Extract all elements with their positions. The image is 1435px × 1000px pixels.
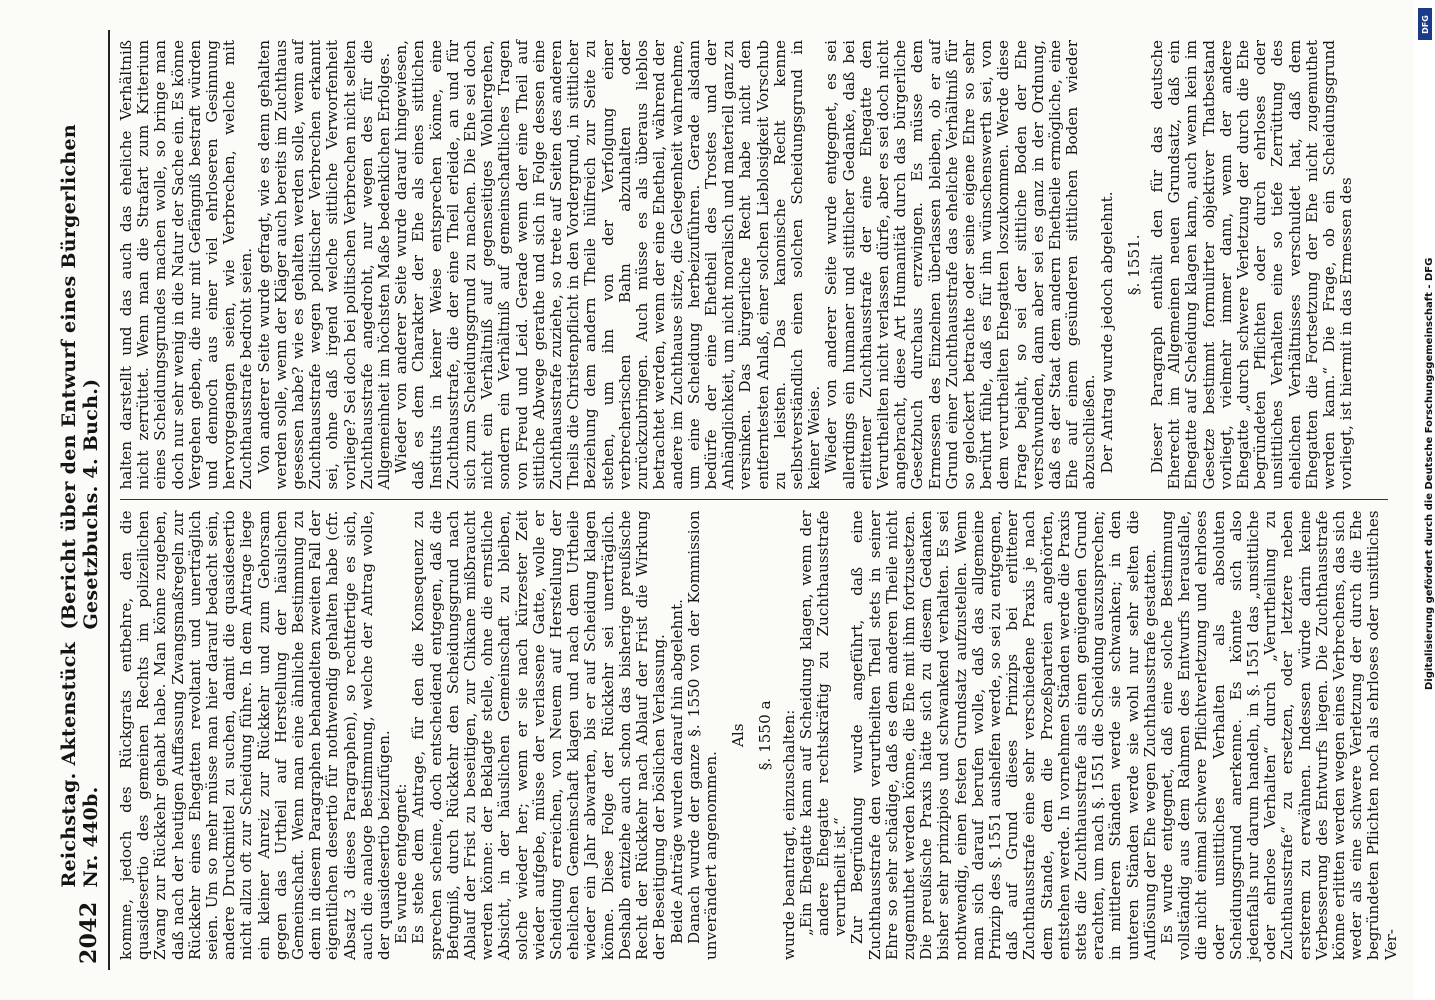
paragraph: Zur Begründung wurde angeführt, daß eine Zuchthausstrafe den verurtheilten Theil stets in seiner Ehre so sehr schädige, daß es dem anderen Theile nicht zugemuthet werden könne, die Ehe mit ihm fortzusetzen. Die preußische Praxis hätte sich zu diesem Gedanken bisher sehr prinzipios und schwankend verhalten. Es sei nothwendig, einen festen Grundsatz aufzustellen. Wenn man sich darauf berufen wolle, daß das allgemeine Prinzip des §. 1551 aushelfen werde, so sei zu entgegnen, daß auf Grund dieses Prinzips bei erlittener Zuchthausstrafe eine sehr verschiedene Praxis je nach dem Stande, dem die Prozeßparteien angehörten, entstehen werde. In vornehmen Ständen werde die Praxis stets die Zuchthausstrafe als einen genügenden Grund erachten, um nach §. 1551 die Scheidung auszusprechen; in mittleren Ständen werde sie schwanken; in den unteren Ständen werde sie wohl nur sehr selten die Auflösung der Ehe wegen Zuchthausstrafe gestatten. bbox=[848, 510, 1159, 960]
running-head-left bbox=[58, 630, 102, 964]
text-columns bbox=[117, 30, 1400, 970]
paragraph: Von anderer Seite wurde gefragt, wie es denn gehalten werden solle, wenn der Kläger auch bereits im Zuchthaus gesessen habe? wie es gehalten werden solle, wenn auf Zuchthausstrafe wegen politischer Verbrechen erkannt sei, ohne daß irgend welche sittliche Verworfenheit vorliege? Sei doch bei politischen Verbrechen nicht selten Zuchthausstrafe angedroht, nur wegen des für die Allgemeinheit im höchsten Maße bedenklichen Erfolges. bbox=[254, 40, 394, 490]
paragraph: Wieder von anderer Seite wurde darauf hingewiesen, daß es dem Charakter der Ehe als eines sittlichen Instituts in keiner Weise entsprechen könne, eine Zuchthausstrafe, die der eine Theil erleide, an und für sich zum Scheidungsgrund zu machen. Die Ehe sei doch nicht ein Verhältniß auf gegenseitiges Wohlergehen, sondern ein Verhältniß auf gemeinschaftliches Tragen von Freud und Leid. Gerade wenn der eine Theil auf sittliche Abwege gerathe und sich in Folge dessen eine Zuchthausstrafe zuziehe, so trete auf Seiten des anderen Theils die Christenpflicht in den Vordergrund, in sittlicher Beziehung dem andern Theile hülfreich zur Seite zu stehen, um ihn von der Verfolgung einer verbrecherischen Bahn abzuhalten oder zurückzubringen. Auch müsse es als überaus lieblos betrachtet werden, wenn der eine Ehetheil, während der andere im Zuchthause sitze, die Gelegenheit wahrnehme, um eine Scheidung herbeizuführen. Gerade alsdann bedürfe der eine Ehetheil des Trostes und der Anhänglichkeit, um nicht moralisch und materiell ganz zu versinken. Das bürgerliche Recht habe nicht den entferntesten Anlaß, einer solchen Lieblosigkeit Vorschub zu leisten. Das kanonische Recht kenne selbstverständlich einen solchen Scheidungsgrund in keiner Weise. bbox=[392, 40, 824, 490]
section-heading: §. 1551. bbox=[1124, 234, 1143, 296]
text-column-right bbox=[118, 30, 1390, 500]
dfg-logo bbox=[1418, 8, 1432, 40]
text-column-left bbox=[117, 501, 1400, 971]
paragraph: Wieder von anderer Seite wurde entgegnet, es sei allerdings ein humaner und sittlicher Gedanke, daß bei erlittener Zuchthausstrafe der eine Ehegatte den Verurtheilten nicht verlassen dürfe, aber es sei doch nicht angebracht, diese Art Humanität durch das bürgerliche Gesetzbuch durchaus erzwingen. Es müsse dem Ermessen des Einzelnen überlassen bleiben, ob er auf Grund einer Zuchthausstrafe das eheliche Verhältniß für so gelockert betrachte oder seine eigene Ehre so sehr berührt fühle, daß es für ihn wünschenswerth sei, von dem verurtheilten Ehegatten loszukommen. Werde diese Frage bejaht, so sei der sittliche Boden der Ehe verschwunden, dann aber sei es ganz in der Ordnung, daß es der Staat dem andern Ehetheile ermögliche, eine Ehe auf einem gesünderen sittlichen Boden wieder abzuschließen. bbox=[822, 40, 1099, 490]
paragraph: komme, jedoch des Rückgrats entbehre, den die quasidesertio des gemeinen Rechts im polizeilichen Zwang zur Rückkehr gehabt habe. Man könne zugeben, daß nach der heutigen Auffassung Zwangsmaßregeln zur Rückkehr eines Ehegatten revoltant und unerträglich seien. Um so mehr müsse man hier darauf bedacht sein, andere Druckmittel zu suchen, damit die quasidesertio nicht allzu oft zur Scheidung führe. In dem Antrage liege ein kleiner Anreiz zur Rückkehr und zum Gehorsam gegen das Urtheil auf Herstellung der häuslichen Gemeinschaft. Wenn man eine ähnliche Bestimmung zu dem in diesem Paragraphen behandelten zweiten Fall der eigentlichen desertio für nothwendig gehalten habe (cfr. Absatz 3 dieses Paragraphen), so rechtfertige es sich, auch die analoge Bestimmung, welche der Antrag wolle, der quasidesertio beizufügen. bbox=[117, 510, 394, 960]
paragraph: Danach wurde der ganze §. 1550 von der Kommission unverändert angenommen. bbox=[684, 510, 720, 960]
paragraph: wurde beantragt, einzuschalten: bbox=[779, 709, 798, 960]
paragraph: Dieser Paragraph enthält den für das deutsche Eherecht im Allgemeinen neuen Grundsatz, daß ein Ehegatte auf Scheidung klagen kann, auch wenn kein im Gesetze bestimmt formulirter objektiver Thatbestand vorliegt, vielmehr immer dann, wenn der andere Ehegatte „durch schwere Verletzung der durch die Ehe begründeten Pflichten oder durch ehrloses oder unsittliches Verhalten eine so tiefe Zerrüttung des ehelichen Verhältnisses verschuldet hat, daß dem Ehegatten die Fortsetzung der Ehe nicht zugemuthet werden kann.“ Die Frage, ob ein Scheidungsgrund vorliegt, ist hiermit in das Ermessen des bbox=[1147, 40, 1356, 490]
paragraph: Es stehe dem Antrage, für den die Konsequenz zu sprechen scheine, doch entscheidend entgegen, daß die Befugniß, durch Rückkehr den Scheidungsgrund nach Ablauf der Frist zu beseitigen, zur Chikane mißbraucht werden könne: der Beklagte stelle, ohne die ernstliche Absicht, in der häuslichen Gemeinschaft zu bleiben, solche wieder her; wenn er sie nach kürzester Zeit wieder aufgebe, müsse der verlassene Gatte, wolle er Scheidung erreichen, von Neuem auf Herstellung der ehelichen Gemeinschaft klagen und nach dem Urtheile wieder ein Jahr abwarten, bis er auf Scheidung klagen könne. Diese Folge der Rückkehr sei unerträglich. Deshalb entziehe auch schon das bisherige preußische Recht der Rückkehr nach Ablauf der Frist die Wirkung der Beseitigung der böslichen Verlassung. bbox=[409, 510, 669, 960]
dfg-logo-text: DFG bbox=[1420, 14, 1430, 34]
paragraph: Beide Anträge wurden darauf hin abgelehnt. bbox=[667, 598, 686, 944]
paragraph: halten darstellt und das auch das eheliche Verhältniß nicht zerrüttet. Wenn man die Strafart zum Kriterium eines Scheidungsgrundes machen wolle, so bringe man doch nur sehr wenig in die Natur der Sache ein. Es könne Vergehen geben, die nur mit Gefängniß bestraft würden und dennoch aus einer viel ehrloseren Gesinnung hervorgegangen seien, wie Verbrechen, welche mit Zuchthausstrafe bedroht seien. bbox=[117, 40, 256, 490]
document-title: Reichstag. Aktenstück Nr. 440b. bbox=[58, 641, 102, 888]
paragraph: Der Antrag wurde jedoch abgelehnt. bbox=[1097, 191, 1116, 474]
document-subtitle: (Bericht über den Entwurf eines Bürgerlichen Gesetzbuchs. 4. Buch.) bbox=[58, 124, 102, 630]
printed-sheet bbox=[50, 30, 1400, 970]
section-heading: Als bbox=[729, 723, 748, 748]
column-divider bbox=[120, 500, 1388, 501]
digitization-note: Digitalisierung gefördert durch die Deutsche Forschungsgemeinschaft - DFG bbox=[1424, 257, 1435, 690]
section-heading: §. 1550 a bbox=[756, 700, 775, 771]
running-head bbox=[50, 30, 110, 970]
paragraph: Es wurde entgegnet: bbox=[392, 783, 411, 944]
page-number: 2042 bbox=[76, 901, 102, 964]
paragraph: „Ein Ehegatte kann auf Scheidung klagen, wenn der andere Ehegatte rechtskräftig zu Zuchthausstrafe verurtheilt ist.“ bbox=[796, 510, 850, 936]
paragraph: Es wurde entgegnet, daß eine solche Bestimmung vollständig aus dem Rahmen des Entwurfs herausfalle, die nicht einmal schwere Pflichtverletzung und ehrloses oder unsittliches Verhalten als absoluten Scheidungsgrund anerkenne. Es könnte sich also jedenfalls nur darum handeln, in §. 1551 das „unsittliche oder ehrlose Verhalten“ durch „Verurtheilung zu Zuchthausstrafe“ zu ersetzen, oder letztere neben ersterem zu erwähnen. Indessen würde darin keine Verbesserung des Entwurfs liegen. Die Zuchthausstrafe könne erlitten werden wegen eines Verbrechens, das sich weder als eine schwere Verletzung der durch die Ehe begründeten Pflichten noch als ehrloses oder unsittliches Ver- bbox=[1157, 510, 1400, 960]
